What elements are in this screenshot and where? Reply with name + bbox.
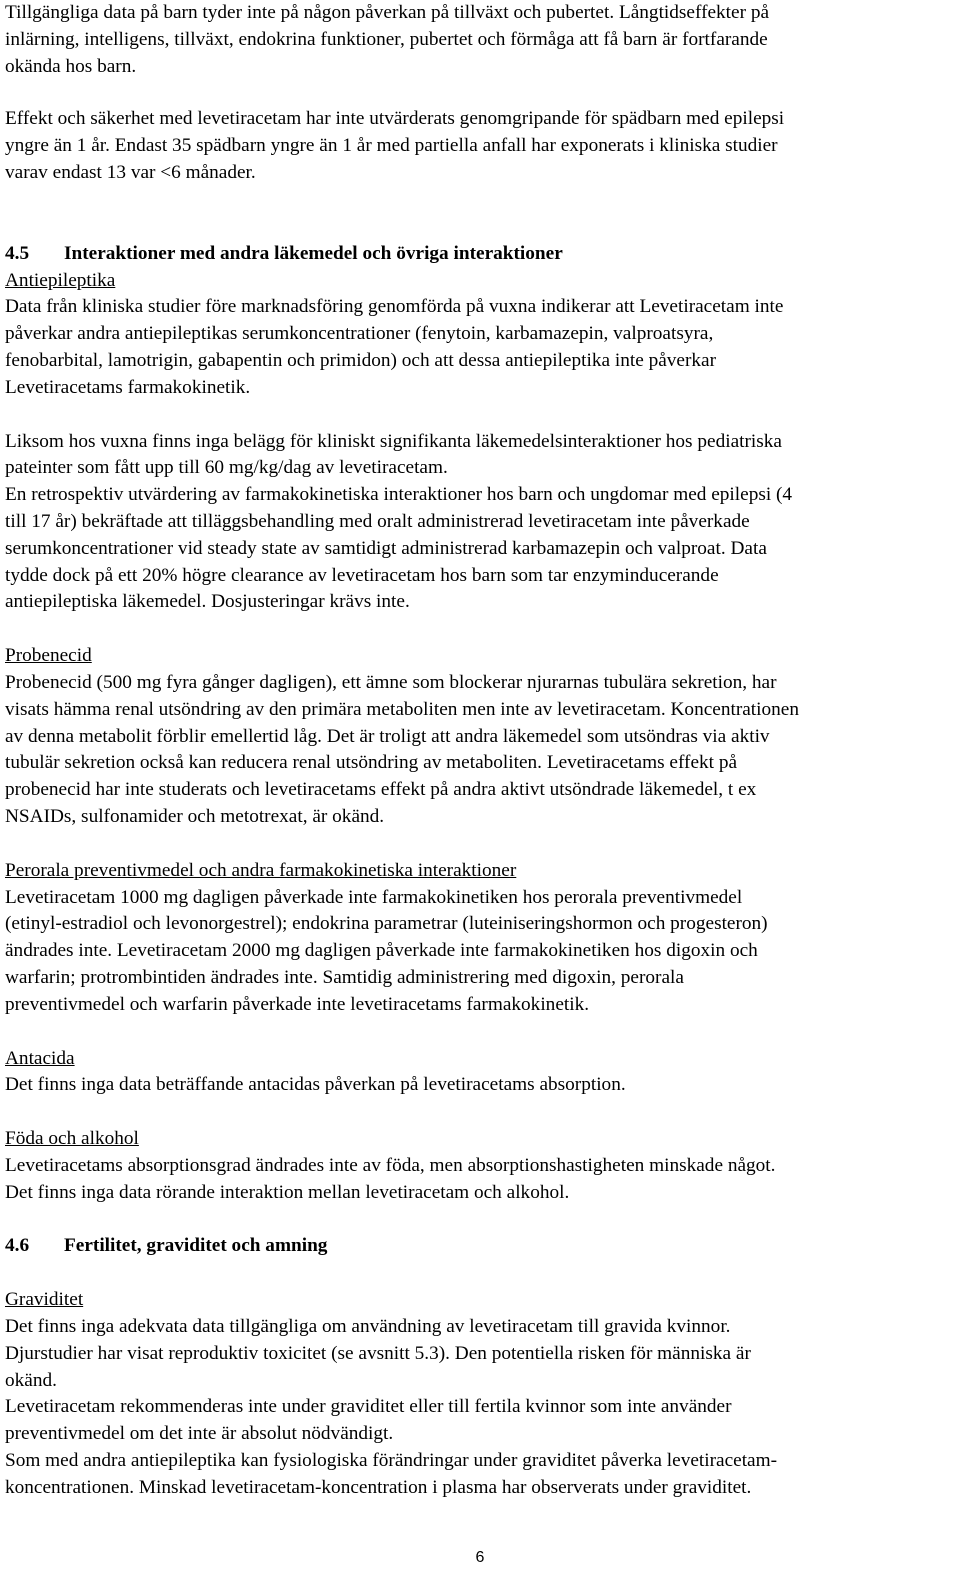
spacer	[5, 1260, 955, 1287]
spacer	[5, 1206, 955, 1233]
paragraph: Liksom hos vuxna finns inga belägg för kliniskt signifikanta läkemedelsinteraktioner hos pediatriska pateinter som fått upp till 60 mg/kg/dag av levetiracetam.	[5, 430, 782, 479]
intro-paragraph-2: Effekt och säkerhet med levetiracetam har inte utvärderats genomgripande för spädbarn med epilepsi yngre än 1 år. Endast 35 spädbarn yngre än 1 år med partiella anfall har exponerats i kliniska studier varav endast 13 var <6 månader.	[5, 108, 785, 183]
paragraph: Levetiracetams absorptionsgrad ändrades inte av föda, men absorptionshastigheten minskade något. Det finns inga data rörande interaktion mellan levetiracetam och alkohol.	[5, 1154, 776, 1203]
subsection-heading: Antacida	[5, 1047, 75, 1069]
spacer	[5, 1099, 955, 1126]
subsection-heading: Föda och alkohol	[5, 1128, 139, 1150]
subsection-antiepileptika	[5, 268, 955, 617]
paragraph: Levetiracetam 1000 mg dagligen påverkade inte farmakokinetiken hos perorala preventivmedel (etinyl-estradiol och levonorgestrel); endokrina parametrar (luteiniseringshormon och progesteron) ändrades inte. Levetiracetam 2000 mg dagligen påverkade inte farmakokinetiken hos digoxin och warfarin; protrombintiden ändrades inte. Samtidig administrering med digoxin, perorala preventivmedel och warfarin påverkade inte levetiracetams farmakokinetik.	[5, 886, 768, 1015]
subsection-foda-och-alkohol	[5, 1126, 955, 1206]
section-number: 4.5	[5, 242, 30, 264]
document-page	[5, 0, 955, 1502]
paragraph: Levetiracetam rekommenderas inte under graviditet eller till fertila kvinnor som inte använder preventivmedel om det inte är absolut nödvändigt.	[5, 1396, 732, 1445]
paragraph: Probenecid (500 mg fyra gånger dagligen), ett ämne som blockerar njurarnas tubulära sekretion, har visats hämma renal utsöndring av den primära metaboliten men inte av levetiracetam. Koncentrationen av denna metabolit förblir emellertid låg. Det är troligt att andra läkemedel som utsöndras via aktiv tubulär sekretion också kan reducera renal utsöndring av metaboliten. Levetiracetams effekt på probenecid har inte studerats och levetiracetams effekt på andra aktivt utsöndrade läkemedel, t ex NSAIDs, sulfonamider och metotrexat, är okänd.	[5, 671, 799, 827]
page-number: 6	[475, 1549, 485, 1566]
paragraph: Som med andra antiepileptika kan fysiologiska förändringar under graviditet påverka levetiracetam- koncentrationen. Minskad levetiracetam-koncentration i plasma har observerats under graviditet.	[5, 1450, 778, 1498]
subsection-heading: Perorala preventivmedel och andra farmakokinetiska interaktioner	[5, 859, 517, 881]
spacer	[5, 831, 955, 858]
spacer	[5, 80, 955, 106]
spacer	[5, 402, 955, 429]
subsection-graviditet	[5, 1287, 955, 1501]
subsection-heading: Antiepileptika	[5, 269, 116, 291]
spacer	[5, 187, 955, 214]
paragraph: En retrospektiv utvärdering av farmakokinetiska interaktioner hos barn och ungdomar med epilepsi (4 till 17 år) bekräftade att tilläggsbehandling med oralt administrerad levetiracetam inte påverkade serumkoncentrationer vid steady state av samtidigt administrerad karbamazepin och valproat. Data tydde dock på ett 20% högre clearance av levetiracetam hos barn som tar enzyminducerande antiepileptiska läkemedel. Dosjusteringar krävs inte.	[5, 484, 793, 613]
section-title: Fertilitet, graviditet och amning	[64, 1235, 328, 1257]
paragraph: Data från kliniska studier före marknadsföring genomförda på vuxna indikerar att Levetiracetam inte påverkar andra antiepileptikas serumkoncentrationer (fenytoin, karbamazepin, valproatsyra, fenobarbital, lamotrigin, gabapentin och primidon) och att dessa antiepileptika inte påverkar Levetiracetams farmakokinetik.	[5, 296, 784, 398]
paragraph: Det finns inga adekvata data tillgängliga om användning av levetiracetam till gravida kvinnor. Djurstudier har visat reproduktiv toxicitet (se avsnitt 5.3). Den potentiella risken för människa är okänd.	[5, 1316, 751, 1391]
spacer	[5, 1019, 955, 1046]
spacer	[5, 214, 955, 241]
section-heading-4-5	[5, 241, 955, 268]
section-heading-4-6	[5, 1233, 955, 1260]
section-title: Interaktioner med andra läkemedel och övriga interaktioner	[64, 242, 563, 264]
subsection-probenecid	[5, 643, 955, 831]
subsection-heading: Probenecid	[5, 645, 92, 667]
subsection-perorala-preventivmedel	[5, 858, 955, 1019]
section-number: 4.6	[5, 1235, 30, 1257]
intro-paragraph-1: Tillgängliga data på barn tyder inte på någon påverkan på tillväxt och pubertet. Långtidseffekter på inlärning, intelligens, tillväxt, endokrina funktioner, pubertet och förmåga att få barn är fortfarande okända hos barn.	[5, 2, 770, 77]
subsection-heading: Graviditet	[5, 1289, 84, 1311]
paragraph: Det finns inga data beträffande antacidas påverkan på levetiracetams absorption.	[5, 1074, 626, 1096]
subsection-antacida	[5, 1046, 955, 1100]
spacer	[5, 616, 955, 643]
